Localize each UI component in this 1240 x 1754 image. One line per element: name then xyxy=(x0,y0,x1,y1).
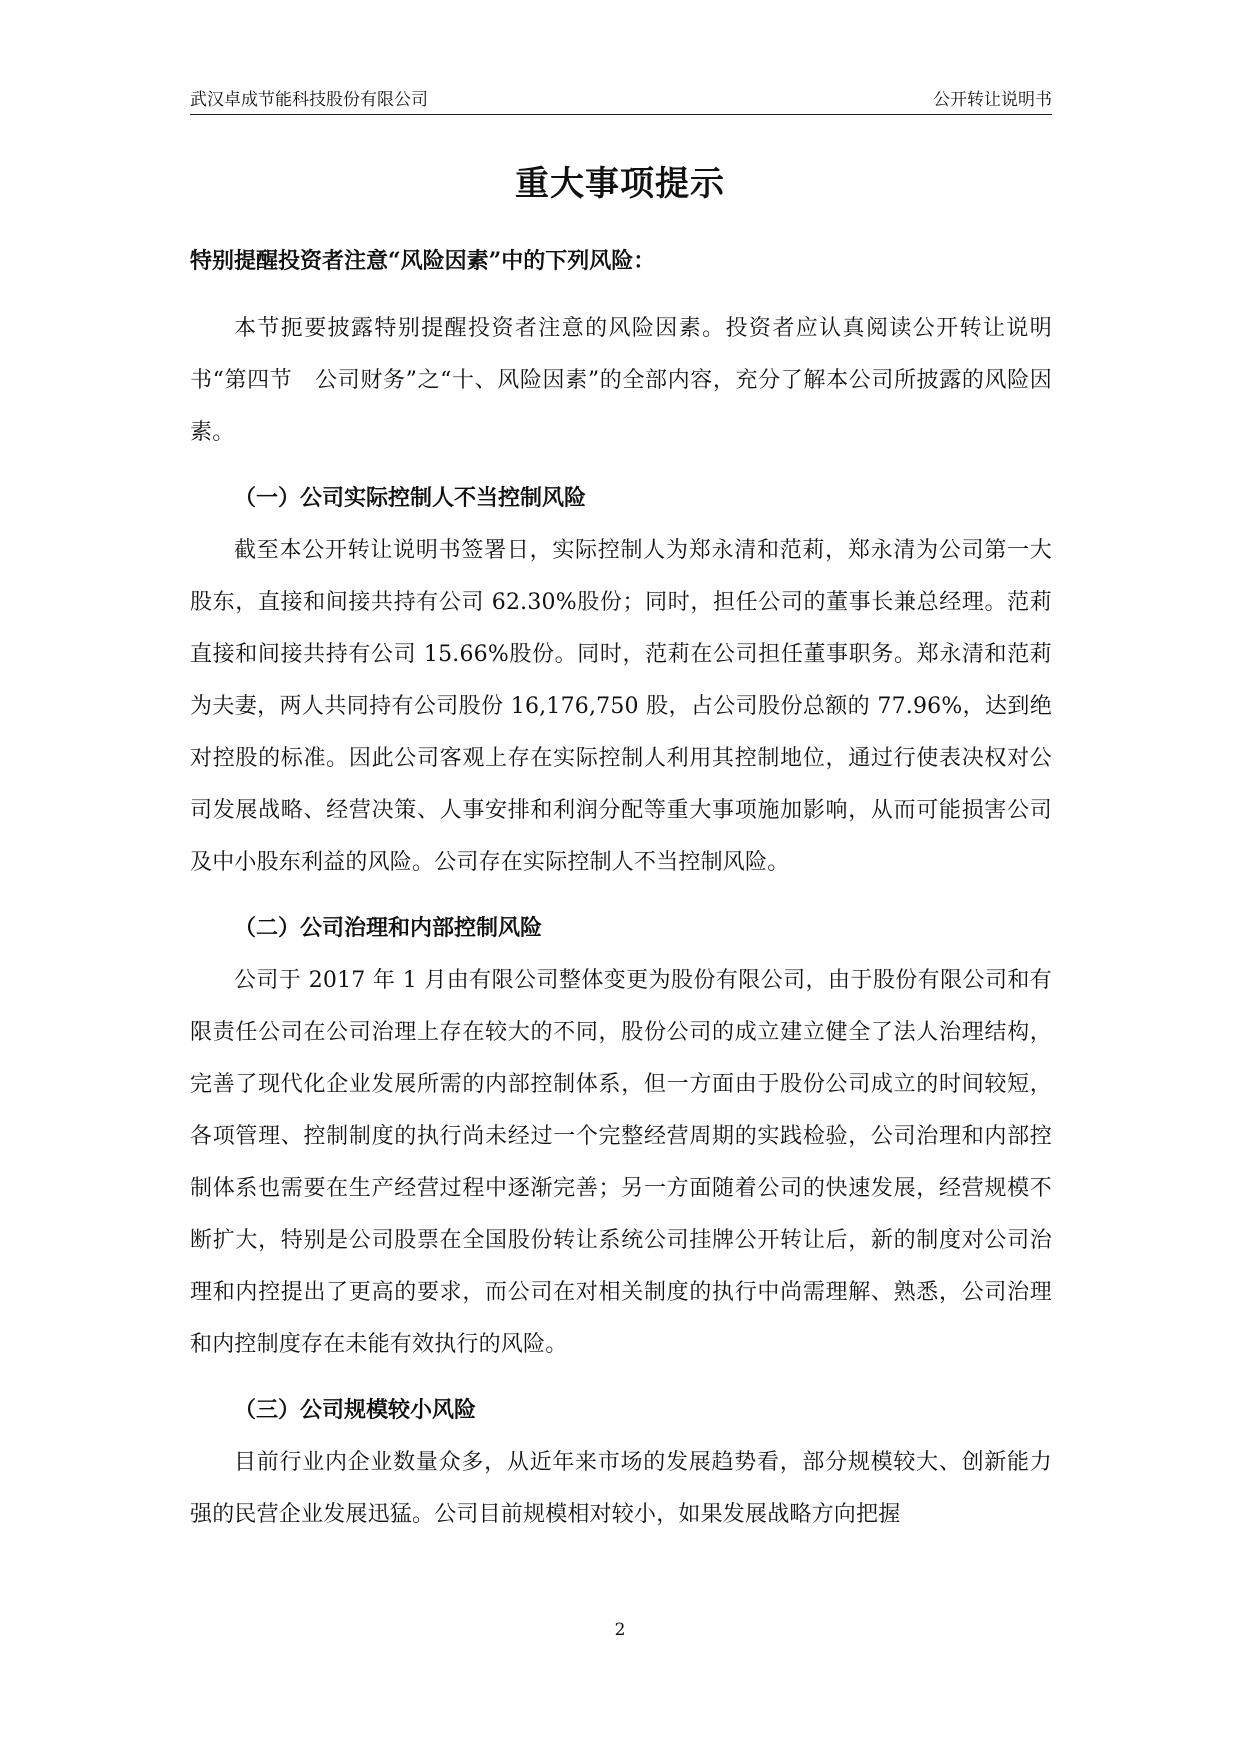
section-paragraph-2: 公司于 2017 年 1 月由有限公司整体变更为股份有限公司，由于股份有限公司和有限责任公司在公司治理上存在较大的不同，股份公司的成立建立健全了法人治理结构，完善了现代化企业发展所需的内部控制体系，但一方面由于股份公司成立的时间较短，各项管理、控制制度的执行尚未经过一个完整经营周期的实践检验，公司治理和内部控制体系也需要在生产经营过程中逐渐完善；另一方面随着公司的快速发展，经营规模不断扩大，特别是公司股票在全国股份转让系统公司挂牌公开转让后，新的制度对公司治理和内控提出了更高的要求，而公司在对相关制度的执行中尚需理解、熟悉，公司治理和内控制度存在未能有效执行的风险。 xyxy=(190,968,1052,1357)
header-company: 武汉卓成节能科技股份有限公司 xyxy=(190,90,428,110)
risk-subtitle: 特别提醒投资者注意“风险因素”中的下列风险： xyxy=(190,248,656,274)
section-paragraph-3: 目前行业内企业数量众多，从近年来市场的发展趋势看，部分规模较大、创新能力强的民营企业发展迅猛。公司目前规模相对较小，如果发展战略方向把握 xyxy=(190,1450,1052,1527)
section-heading-2: （二）公司治理和内部控制风险 xyxy=(234,915,543,941)
section-heading-1: （一）公司实际控制人不当控制风险 xyxy=(234,485,587,511)
page-title: 重大事项提示 xyxy=(515,164,725,204)
section-paragraph-1: 截至本公开转让说明书签署日，实际控制人为郑永清和范莉，郑永清为公司第一大股东，直接和间接共持有公司 62.30%股份；同时，担任公司的董事长兼总经理。范莉直接和间接共持有公司 15.66%股份。同时，范莉在公司担任董事职务。郑永清和范莉为夫妻，两人共同持有公司股份 16,176,750 股，占公司股份总额的 77.96%，达到绝对控股的标准。因此公司客观上存在实际控制人利用其控制地位，通过行使表决权对公司发展战略、经营决策、人事安排和利润分配等重大事项施加影响，从而可能损害公司及中小股东利益的风险。公司存在实际控制人不当控制风险。 xyxy=(190,538,1052,875)
page-number: 2 xyxy=(614,1620,626,1640)
document-body xyxy=(190,239,1052,1541)
page-header xyxy=(190,86,1052,115)
intro-paragraph: 本节扼要披露特别提醒投资者注意的风险因素。投资者应认真阅读公开转让说明书“第四节 公司财务”之“十、风险因素”的全部内容，充分了解本公司所披露的风险因素。 xyxy=(190,316,1052,445)
section-heading-3: （三）公司规模较小风险 xyxy=(234,1397,477,1423)
header-doc-type: 公开转让说明书 xyxy=(933,90,1052,110)
